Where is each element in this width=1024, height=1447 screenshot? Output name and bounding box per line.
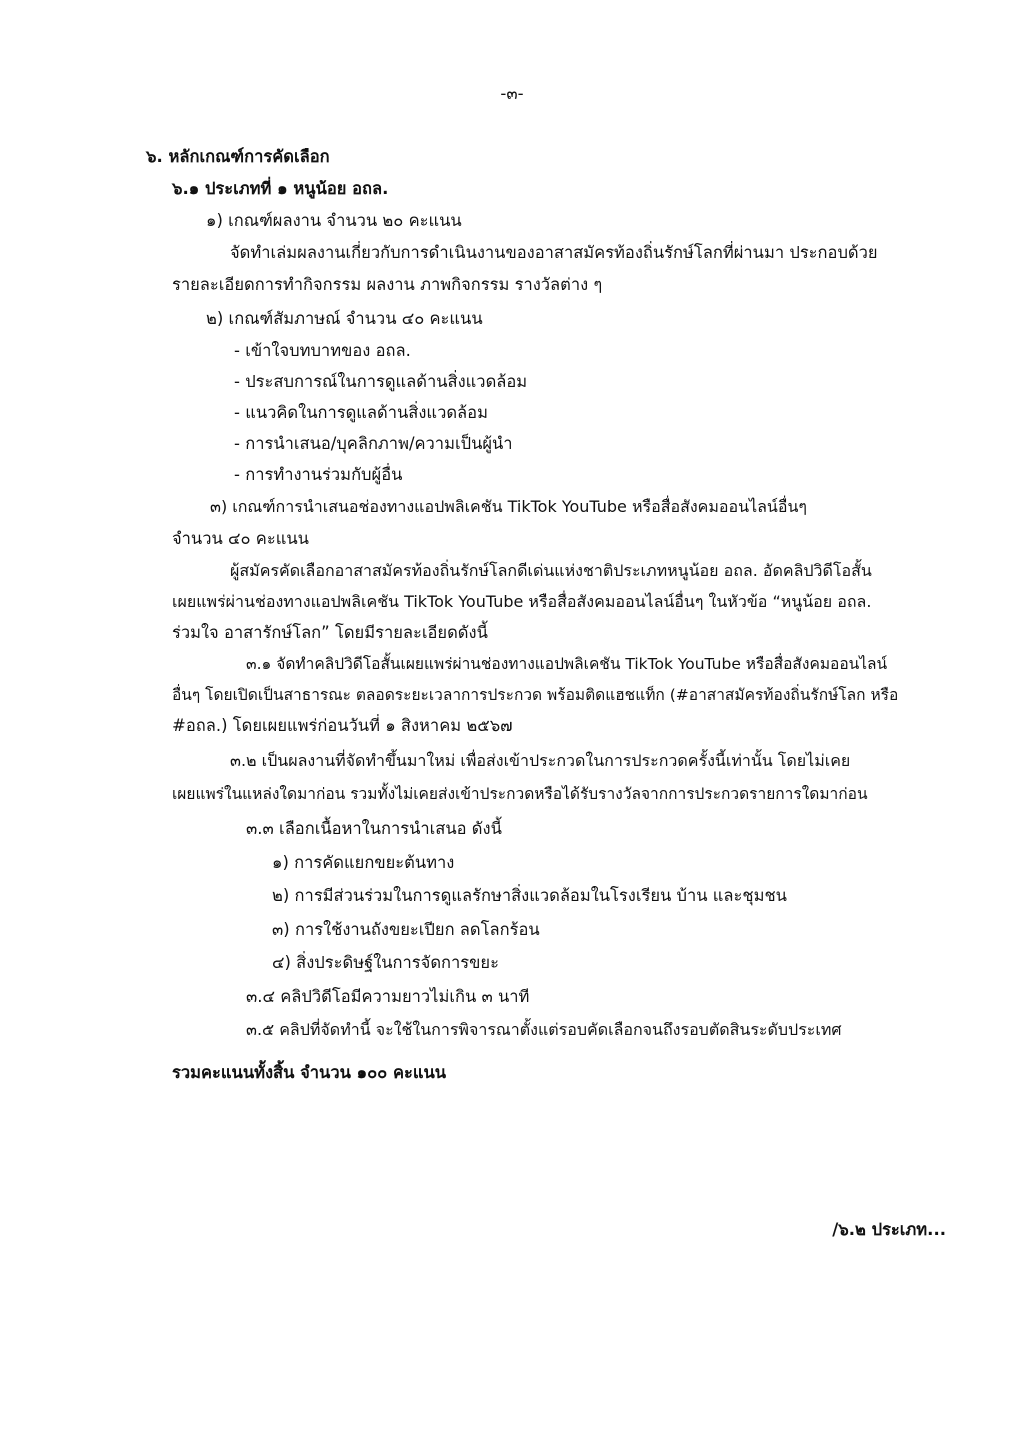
- criterion-3-title-line-1: ๓) เกณฑ์การนำเสนอช่องทางแอปพลิเคชัน TikTok YouTube หรือสื่อสังคมออนไลน์อื่นๆ: [210, 497, 807, 516]
- criterion-2-item: - แนวคิดในการดูแลด้านสิ่งแวดล้อม: [234, 403, 488, 422]
- page-number: -๓-: [500, 84, 524, 103]
- clause-3-4: ๓.๔ คลิปวิดีโอมีความยาวไม่เกิน ๓ นาที: [246, 987, 530, 1006]
- total-score: รวมคะแนนทั้งสิ้น จำนวน ๑๐๐ คะแนน: [172, 1063, 447, 1082]
- criterion-2-item: - เข้าใจบทบาทของ อถล.: [234, 341, 411, 360]
- clause-3-5: ๓.๕ คลิปที่จัดทำนี้ จะใช้ในการพิจารณาตั้งแต่รอบคัดเลือกจนถึงรอบตัดสินระดับประเทศ: [246, 1020, 842, 1039]
- sub-heading: ๖.๑ ประเภทที่ ๑ หนูน้อย อถล.: [172, 179, 389, 198]
- criterion-1-title: ๑) เกณฑ์ผลงาน จำนวน ๒๐ คะแนน: [206, 211, 462, 230]
- page-footer-continuation: /๖.๒ ประเภท...: [832, 1220, 946, 1239]
- clause-3-3-title: ๓.๓ เลือกเนื้อหาในการนำเสนอ ดังนี้: [246, 819, 502, 838]
- clause-3-2-line-2: เผยแพร่ในแหล่งใดมาก่อน รวมทั้งไม่เคยส่งเข้าประกวดหรือได้รับรางวัลจากการประกวดรายการใดมาก่อน: [172, 785, 868, 803]
- criterion-3-intro-line-2: เผยแพร่ผ่านช่องทางแอปพลิเคชัน TikTok YouTube หรือสื่อสังคมออนไลน์อื่นๆ ในหัวข้อ “หนูน้อย อถล.: [172, 592, 872, 611]
- clause-3-1-line-3: #อถล.) โดยเผยแพร่ก่อนวันที่ ๑ สิงหาคม ๒๕๖๗: [172, 716, 513, 735]
- criterion-3-intro-line-3: ร่วมใจ อาสารักษ์โลก” โดยมีรายละเอียดดังนี้: [172, 623, 488, 642]
- criterion-1-line-1: จัดทำเล่มผลงานเกี่ยวกับการดำเนินงานของอาสาสมัครท้องถิ่นรักษ์โลกที่ผ่านมา ประกอบด้วย: [230, 243, 878, 262]
- clause-3-1-line-2: อื่นๆ โดยเปิดเป็นสาธารณะ ตลอดระยะเวลาการประกวด พร้อมติดแฮชแท็ก (#อาสาสมัครท้องถิ่นรักษ์โลก หรือ: [172, 686, 899, 704]
- clause-3-3-item: ๑) การคัดแยกขยะต้นทาง: [272, 853, 455, 872]
- section-heading: ๖. หลักเกณฑ์การคัดเลือก: [146, 147, 330, 166]
- clause-3-2-line-1: ๓.๒ เป็นผลงานที่จัดทำขึ้นมาใหม่ เพื่อส่งเข้าประกวดในการประกวดครั้งนี้เท่านั้น โดยไม่เคย: [230, 751, 851, 770]
- criterion-2-item: - ประสบการณ์ในการดูแลด้านสิ่งแวดล้อม: [234, 372, 528, 391]
- criterion-3-title-line-2: จำนวน ๔๐ คะแนน: [172, 529, 309, 548]
- clause-3-3-item: ๓) การใช้งานถังขยะเปียก ลดโลกร้อน: [272, 920, 540, 939]
- criterion-1-line-2: รายละเอียดการทำกิจกรรม ผลงาน ภาพกิจกรรม รางวัลต่าง ๆ: [172, 275, 603, 294]
- clause-3-3-item: ๔) สิ่งประดิษฐ์ในการจัดการขยะ: [272, 953, 499, 972]
- clause-3-1-line-1: ๓.๑ จัดทำคลิปวิดีโอสั้นเผยแพร่ผ่านช่องทางแอปพลิเคชัน TikTok YouTube หรือสื่อสังคมออนไลน์: [246, 655, 888, 673]
- criterion-3-intro-line-1: ผู้สมัครคัดเลือกอาสาสมัครท้องถิ่นรักษ์โลกดีเด่นแห่งชาติประเภทหนูน้อย อถล. อัดคลิปวิดีโอสั้น: [230, 561, 872, 580]
- criterion-2-title: ๒) เกณฑ์สัมภาษณ์ จำนวน ๔๐ คะแนน: [206, 309, 483, 328]
- criterion-2-item: - การนำเสนอ/บุคลิกภาพ/ความเป็นผู้นำ: [234, 434, 513, 453]
- clause-3-3-item: ๒) การมีส่วนร่วมในการดูแลรักษาสิ่งแวดล้อมในโรงเรียน บ้าน และชุมชน: [272, 886, 787, 905]
- criterion-2-item: - การทำงานร่วมกับผู้อื่น: [234, 465, 403, 484]
